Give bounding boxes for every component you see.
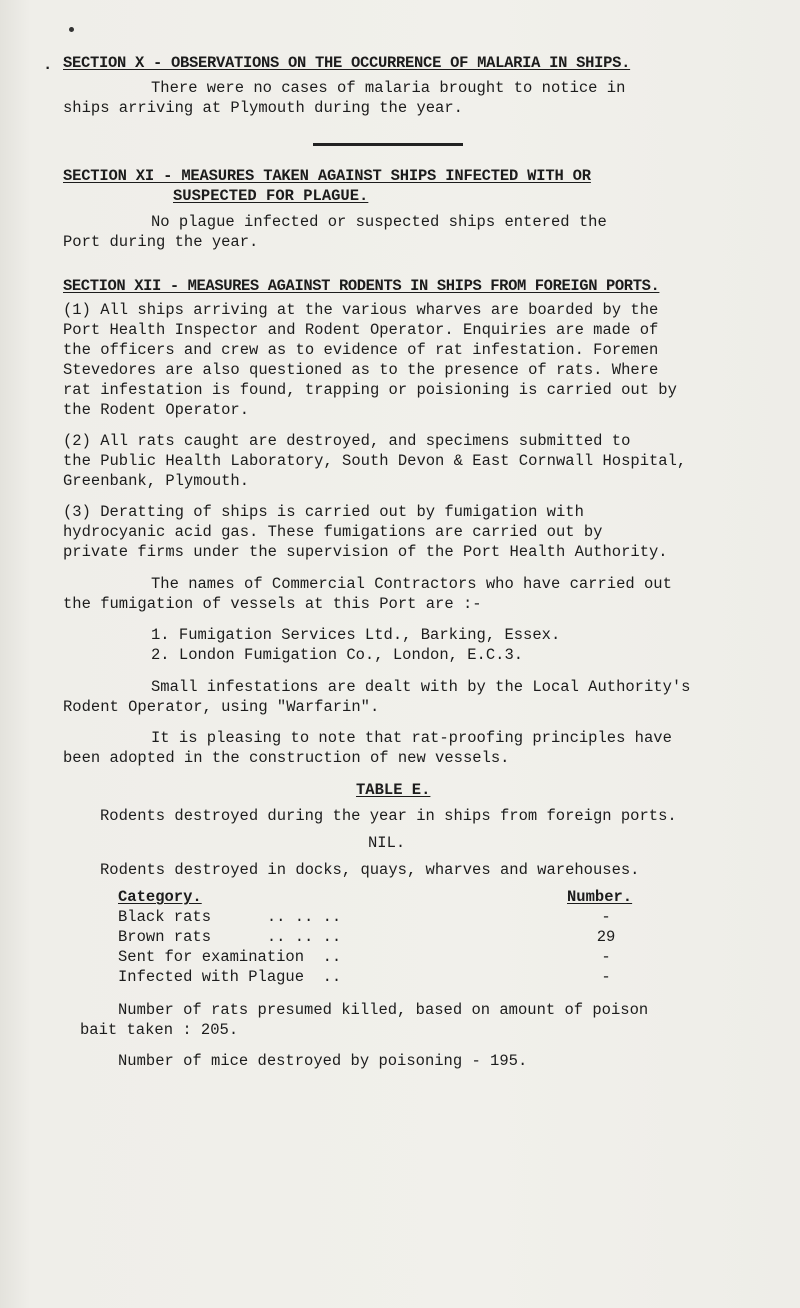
section-x-para-2: ships arriving at Plymouth during the year.	[63, 99, 463, 117]
table-row-number: 29	[596, 928, 616, 946]
section-xii-p5-line-2: Rodent Operator, using "Warfarin".	[63, 698, 380, 716]
section-xii-p1-line-5: rat infestation is found, trapping or poisioning is carried out by	[63, 381, 677, 399]
section-xii-p6-line-2: been adopted in the construction of new vessels.	[63, 749, 510, 767]
section-xi-heading-1: SECTION XI - MEASURES TAKEN AGAINST SHIPS INFECTED WITH OR	[63, 167, 591, 185]
section-xii-p1-line-6: the Rodent Operator.	[63, 401, 250, 419]
table-e-col-category: Category.	[118, 888, 202, 906]
section-xii-p3-line-2: hydrocyanic acid gas. These fumigations are carried out by	[63, 523, 603, 541]
section-xii-p1-line-2: Port Health Inspector and Rodent Operator. Enquiries are made of	[63, 321, 659, 339]
presumed-line-2: bait taken : 205.	[80, 1021, 239, 1039]
table-row-category: Sent for examination ..	[118, 948, 342, 966]
presumed-line-1: Number of rats presumed killed, based on amount of poison	[118, 1001, 649, 1019]
section-divider	[313, 143, 463, 146]
section-xii-p4-line-2: the fumigation of vessels at this Port are :-	[63, 595, 482, 613]
section-xi-para-2: Port during the year.	[63, 233, 259, 251]
section-xii-heading: SECTION XII - MEASURES AGAINST RODENTS IN SHIPS FROM FOREIGN PORTS.	[63, 277, 660, 295]
section-xii-p2-line-1: (2) All rats caught are destroyed, and specimens submitted to	[63, 432, 631, 450]
section-x-heading: SECTION X - OBSERVATIONS ON THE OCCURRENCE OF MALARIA IN SHIPS.	[63, 54, 631, 72]
section-xii-p3-line-1: (3) Deratting of ships is carried out by fumigation with	[63, 503, 584, 521]
table-row-category: Black rats .. .. ..	[118, 908, 342, 926]
table-e-title: TABLE E.	[356, 781, 431, 799]
table-row-number: -	[601, 948, 611, 966]
section-x-bullet: .	[43, 56, 53, 74]
table-e-foreign-line: Rodents destroyed during the year in ships from foreign ports.	[100, 807, 677, 825]
table-row-number: -	[601, 908, 611, 926]
section-xii-p2-line-2: the Public Health Laboratory, South Devon & East Cornwall Hospital,	[63, 452, 687, 470]
section-xii-p3-line-3: private firms under the supervision of the Port Health Authority.	[63, 543, 668, 561]
section-xi-heading-2: SUSPECTED FOR PLAGUE.	[173, 187, 369, 205]
section-xii-p1-line-1: (1) All ships arriving at the various wharves are boarded by the	[63, 301, 659, 319]
page-dot	[69, 27, 74, 32]
table-row-category: Infected with Plague ..	[118, 968, 342, 986]
section-xi-para-1: No plague infected or suspected ships entered the	[151, 213, 607, 231]
table-row-number: -	[601, 968, 611, 986]
section-xii-p1-line-4: Stevedores are also questioned as to the presence of rats. Where	[63, 361, 659, 379]
table-e-col-number: Number.	[567, 888, 633, 906]
section-xii-p1-line-3: the officers and crew as to evidence of rat infestation. Foremen	[63, 341, 659, 359]
table-e-docks-line: Rodents destroyed in docks, quays, wharves and warehouses.	[100, 861, 640, 879]
section-xii-p2-line-3: Greenbank, Plymouth.	[63, 472, 250, 490]
contractor-1: 1. Fumigation Services Ltd., Barking, Essex.	[151, 626, 561, 644]
table-row-category: Brown rats .. .. ..	[118, 928, 342, 946]
section-xii-p6-line-1: It is pleasing to note that rat-proofing principles have	[151, 729, 672, 747]
contractor-2: 2. London Fumigation Co., London, E.C.3.	[151, 646, 524, 664]
section-xii-p5-line-1: Small infestations are dealt with by the Local Authority's	[151, 678, 691, 696]
table-e-foreign-value: NIL.	[368, 834, 406, 852]
mice-line: Number of mice destroyed by poisoning - 195.	[118, 1052, 528, 1070]
section-x-para-1: There were no cases of malaria brought to notice in	[151, 79, 626, 97]
section-xii-p4-line-1: The names of Commercial Contractors who have carried out	[151, 575, 672, 593]
